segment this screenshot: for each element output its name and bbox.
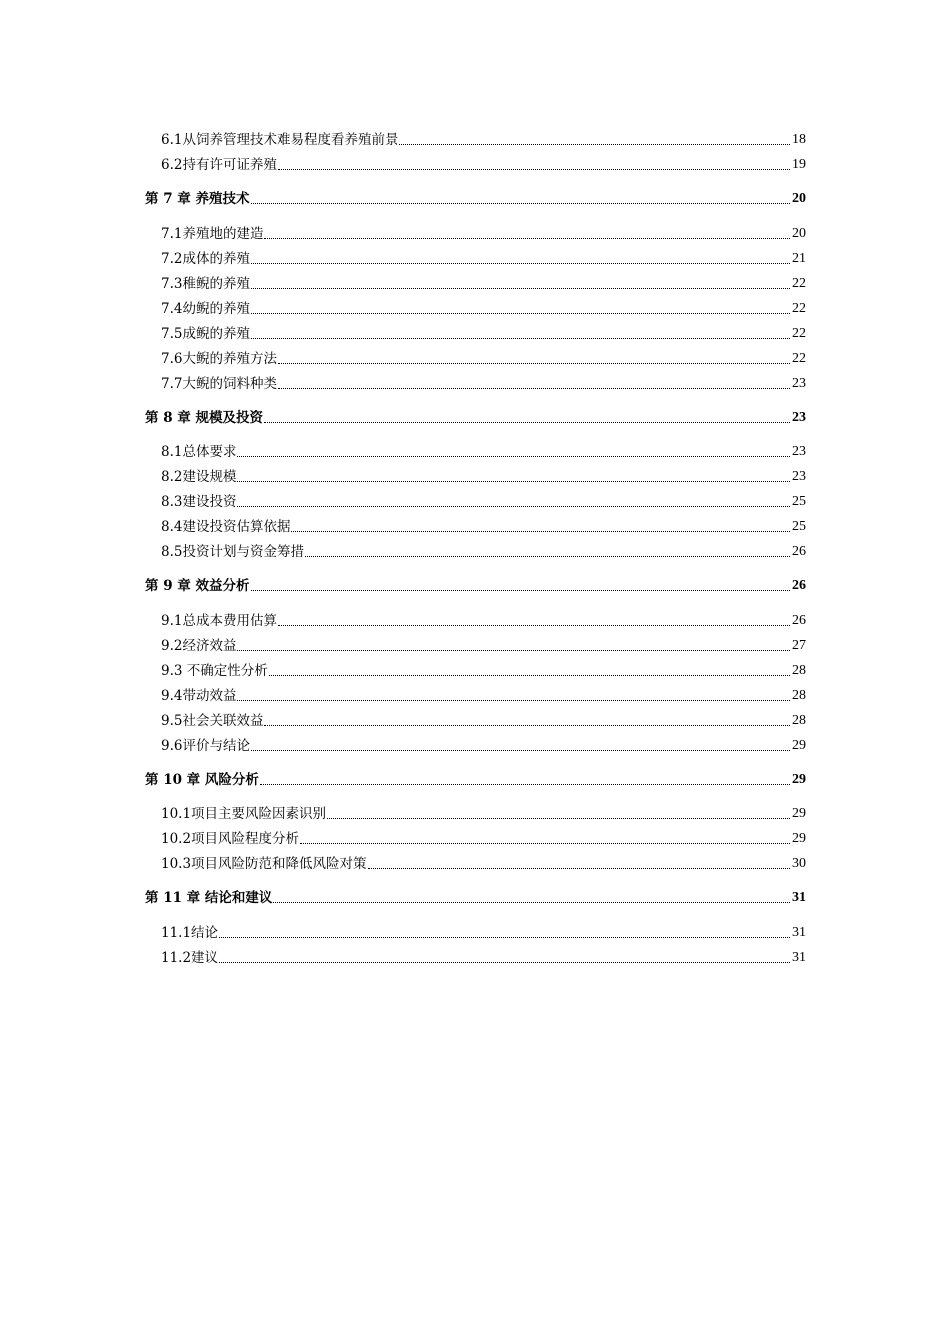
toc-section-entry[interactable]	[161, 538, 806, 560]
dot-leader	[251, 590, 791, 591]
dot-leader	[251, 203, 791, 204]
toc-entry-title: 8.1总体要求	[161, 444, 237, 460]
toc-entry-title: 11.1结论	[161, 925, 219, 941]
toc-entry-title: 8.4建设投资估算依据	[161, 519, 291, 535]
toc-section-entry[interactable]	[161, 850, 806, 872]
toc-entry-title: 7.1养殖地的建造	[161, 226, 264, 242]
toc-page-number: 29	[792, 738, 806, 753]
toc-page-number: 28	[792, 713, 806, 728]
toc-page-number: 31	[792, 950, 806, 965]
dot-leader	[237, 700, 790, 701]
toc-section-entry[interactable]	[161, 438, 806, 460]
dot-leader	[327, 818, 790, 819]
toc-entry-title: 9.1总成本费用估算	[161, 613, 277, 629]
toc-entry-title: 10.1项目主要风险因素识别	[161, 806, 327, 822]
toc-page-number: 31	[792, 890, 806, 905]
toc-chapter-entry[interactable]	[145, 404, 806, 426]
toc-page-number: 23	[792, 376, 806, 391]
toc-section-entry[interactable]	[161, 800, 806, 822]
toc-section-entry[interactable]	[161, 370, 806, 392]
dot-leader	[237, 506, 790, 507]
toc-entry-title: 7.3稚鲵的养殖	[161, 276, 250, 292]
toc-section-entry[interactable]	[161, 682, 806, 704]
toc-page-number: 26	[792, 544, 806, 559]
toc-entry-title: 6.1从饲养管理技术难易程度看养殖前景	[161, 132, 399, 148]
dot-leader	[237, 481, 790, 482]
toc-section-entry[interactable]	[161, 488, 806, 510]
toc-entry-title: 7.6大鲵的养殖方法	[161, 351, 277, 367]
toc-section-entry[interactable]	[161, 151, 806, 173]
toc-section-entry[interactable]	[161, 707, 806, 729]
dot-leader	[237, 456, 790, 457]
toc-page-number: 21	[792, 251, 806, 266]
toc-page-number: 28	[792, 688, 806, 703]
toc-section-entry[interactable]	[161, 320, 806, 342]
toc-chapter-entry[interactable]	[145, 766, 806, 788]
toc-section-entry[interactable]	[161, 657, 806, 679]
toc-entry-title: 第 8 章 规模及投资	[145, 410, 263, 426]
toc-section-entry[interactable]	[161, 632, 806, 654]
toc-entry-title: 第 9 章 效益分析	[145, 578, 250, 594]
toc-section-entry[interactable]	[161, 825, 806, 847]
toc-entry-title: 9.4带动效益	[161, 688, 237, 704]
toc-section-entry[interactable]	[161, 126, 806, 148]
toc-entry-title: 7.4幼鲵的养殖	[161, 301, 250, 317]
toc-chapter-entry[interactable]	[145, 884, 806, 906]
toc-entry-title: 7.7大鲵的饲料种类	[161, 376, 277, 392]
toc-entry-title: 第 10 章 风险分析	[145, 772, 259, 788]
toc-entry-title: 6.2持有许可证养殖	[161, 157, 277, 173]
toc-entry-title: 9.3 不确定性分析	[161, 663, 268, 679]
toc-section-entry[interactable]	[161, 245, 806, 267]
toc-page-number: 29	[792, 831, 806, 846]
toc-entry-title: 7.5成鲵的养殖	[161, 326, 250, 342]
toc-page-number: 22	[792, 276, 806, 291]
dot-leader	[278, 388, 790, 389]
toc-page-number: 26	[792, 578, 806, 593]
toc-entry-title: 11.2建议	[161, 950, 219, 966]
toc-page-number: 19	[792, 157, 806, 172]
toc-page-number: 20	[792, 226, 806, 241]
toc-entry-title: 第 7 章 养殖技术	[145, 191, 250, 207]
toc-section-entry[interactable]	[161, 270, 806, 292]
toc-section-entry[interactable]	[161, 513, 806, 535]
dot-leader	[273, 902, 790, 903]
toc-section-entry[interactable]	[161, 463, 806, 485]
toc-page-number: 26	[792, 613, 806, 628]
toc-entry-title: 7.2成体的养殖	[161, 251, 250, 267]
toc-page-number: 29	[792, 806, 806, 821]
toc-page-number: 22	[792, 301, 806, 316]
toc-page-number: 28	[792, 663, 806, 678]
dot-leader	[251, 288, 790, 289]
toc-page-number: 30	[792, 856, 806, 871]
toc-page-number: 27	[792, 638, 806, 653]
dot-leader	[399, 144, 790, 145]
toc-page-number: 25	[792, 494, 806, 509]
toc-entry-title: 8.3建设投资	[161, 494, 237, 510]
toc-chapter-entry[interactable]	[145, 185, 806, 207]
toc-entry-title: 9.5社会关联效益	[161, 713, 264, 729]
toc-entry-title: 8.5投资计划与资金筹措	[161, 544, 304, 560]
dot-leader	[251, 750, 790, 751]
dot-leader	[237, 650, 790, 651]
dot-leader	[264, 238, 790, 239]
toc-page-number: 23	[792, 444, 806, 459]
dot-leader	[278, 363, 790, 364]
toc-entry-title: 第 11 章 结论和建议	[145, 890, 273, 906]
dot-leader	[264, 422, 790, 423]
toc-page-number: 18	[792, 132, 806, 147]
toc-chapter-entry[interactable]	[145, 572, 806, 594]
toc-page-number: 22	[792, 351, 806, 366]
toc-page-number: 22	[792, 326, 806, 341]
toc-section-entry[interactable]	[161, 919, 806, 941]
toc-page-number: 31	[792, 925, 806, 940]
dot-leader	[368, 868, 790, 869]
dot-leader	[251, 263, 790, 264]
toc-page-number: 29	[792, 772, 806, 787]
dot-leader	[300, 843, 790, 844]
toc-entry-title: 10.3项目风险防范和降低风险对策	[161, 856, 367, 872]
dot-leader	[278, 625, 790, 626]
dot-leader	[251, 338, 790, 339]
toc-entry-title: 9.2经济效益	[161, 638, 237, 654]
toc-section-entry[interactable]	[161, 220, 806, 242]
toc-page-number: 23	[792, 469, 806, 484]
toc-section-entry[interactable]	[161, 295, 806, 317]
dot-leader	[260, 784, 790, 785]
dot-leader	[291, 531, 790, 532]
toc-page-number: 20	[792, 191, 806, 206]
toc-entry-title: 10.2项目风险程度分析	[161, 831, 300, 847]
toc-section-entry[interactable]	[161, 732, 806, 754]
dot-leader	[219, 937, 790, 938]
toc-entry-title: 9.6评价与结论	[161, 738, 250, 754]
toc-page-number: 25	[792, 519, 806, 534]
dot-leader	[278, 169, 790, 170]
dot-leader	[269, 675, 790, 676]
toc-entry-title: 8.2建设规模	[161, 469, 237, 485]
toc-section-entry[interactable]	[161, 944, 806, 966]
dot-leader	[264, 725, 790, 726]
dot-leader	[251, 313, 790, 314]
dot-leader	[305, 556, 790, 557]
toc-section-entry[interactable]	[161, 345, 806, 367]
dot-leader	[219, 962, 790, 963]
toc-section-entry[interactable]	[161, 607, 806, 629]
toc-page-number: 23	[792, 410, 806, 425]
